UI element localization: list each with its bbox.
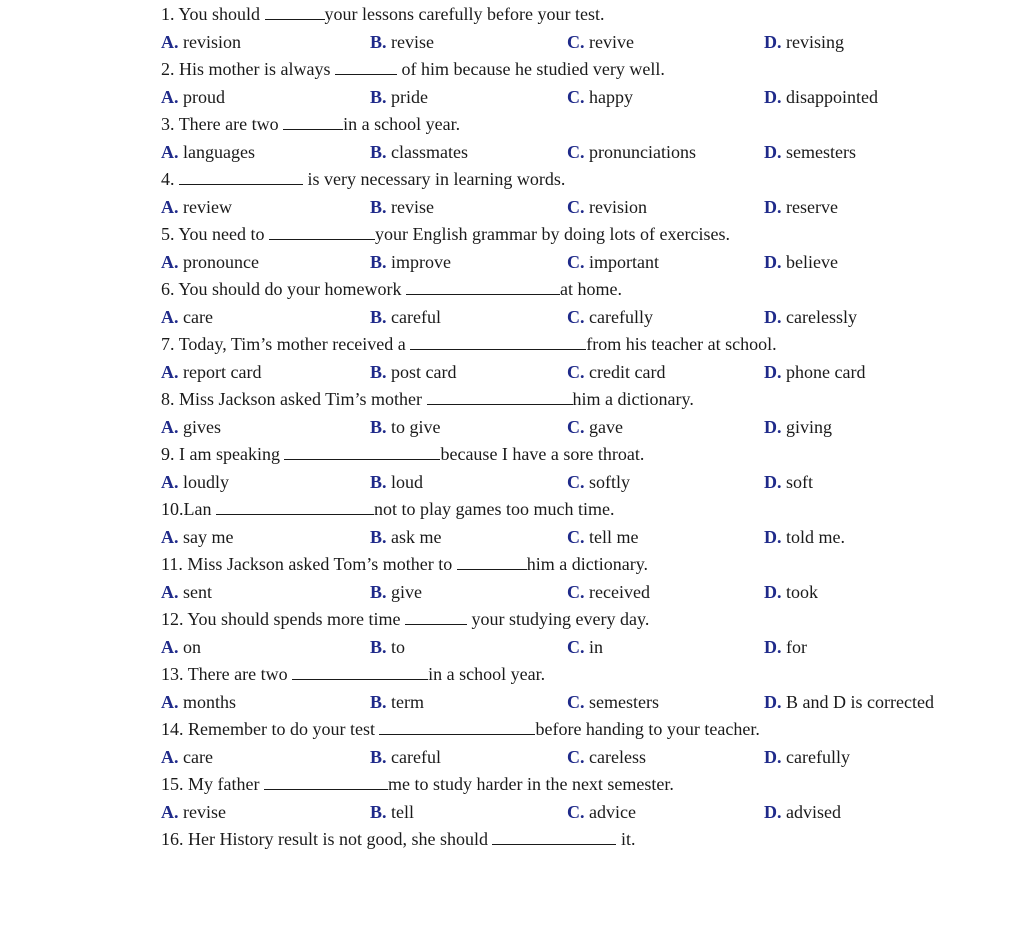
answer-blank xyxy=(284,442,440,460)
option-text: disappointed xyxy=(781,86,878,107)
option-text: giving xyxy=(781,416,833,437)
option-letter: D. xyxy=(764,306,782,327)
option-text: reserve xyxy=(781,196,838,217)
question-number: 15. xyxy=(161,774,184,794)
option-letter: D. xyxy=(764,471,782,492)
option-text: advised xyxy=(781,801,841,822)
question-text-after: your English grammar by doing lots of exercises. xyxy=(375,224,730,244)
option-b xyxy=(370,744,441,772)
question-text-before: Remember to do your test xyxy=(188,719,375,739)
option-letter: A. xyxy=(161,801,179,822)
question-number: 9. xyxy=(161,444,175,464)
option-letter: C. xyxy=(567,746,585,767)
option-letter: D. xyxy=(764,251,782,272)
option-a xyxy=(161,799,226,827)
option-d xyxy=(764,579,818,607)
option-d xyxy=(764,304,857,332)
option-a xyxy=(161,29,241,57)
option-text: improve xyxy=(386,251,452,272)
answer-blank xyxy=(216,497,374,515)
option-b xyxy=(370,524,442,552)
question-text-before: Lan xyxy=(183,499,212,519)
option-letter: B. xyxy=(370,636,387,657)
question-text-after: not to play games too much time. xyxy=(373,499,615,519)
option-letter: D. xyxy=(764,691,782,712)
option-text: semesters xyxy=(781,141,856,162)
option-letter: A. xyxy=(161,416,179,437)
option-b xyxy=(370,249,451,277)
answer-blank xyxy=(457,552,527,570)
question-15 xyxy=(161,771,991,799)
question-number: 4. xyxy=(161,169,175,189)
question-number: 14. xyxy=(161,719,184,739)
options-row xyxy=(161,84,991,112)
question-1 xyxy=(161,1,991,29)
option-text: careless xyxy=(584,746,646,767)
option-letter: C. xyxy=(567,306,585,327)
option-letter: B. xyxy=(370,801,387,822)
question-text-before: You need to xyxy=(178,224,265,244)
answer-blank xyxy=(265,2,325,20)
option-a xyxy=(161,359,261,387)
option-letter: C. xyxy=(567,636,585,657)
option-text: revive xyxy=(584,31,634,52)
option-letter: D. xyxy=(764,361,782,382)
question-text-after: it. xyxy=(616,829,636,849)
option-text: loudly xyxy=(178,471,230,492)
question-text-before: Miss Jackson asked Tom’s mother to xyxy=(187,554,453,574)
options-row xyxy=(161,194,991,222)
option-letter: D. xyxy=(764,801,782,822)
answer-blank xyxy=(379,717,535,735)
option-a xyxy=(161,634,201,662)
option-letter: D. xyxy=(764,86,782,107)
option-letter: B. xyxy=(370,141,387,162)
option-c xyxy=(567,634,603,662)
option-c xyxy=(567,29,634,57)
option-letter: B. xyxy=(370,746,387,767)
question-text-after: because I have a sore throat. xyxy=(440,444,645,464)
question-text-before: I am speaking xyxy=(179,444,280,464)
option-a xyxy=(161,84,225,112)
option-text: revision xyxy=(584,196,647,217)
question-14 xyxy=(161,716,991,744)
option-letter: A. xyxy=(161,471,179,492)
option-letter: B. xyxy=(370,86,387,107)
option-letter: C. xyxy=(567,361,585,382)
option-a xyxy=(161,139,255,167)
option-text: post card xyxy=(386,361,457,382)
option-text: to xyxy=(386,636,406,657)
question-number: 2. xyxy=(161,59,175,79)
option-letter: D. xyxy=(764,581,782,602)
option-letter: C. xyxy=(567,691,585,712)
answer-blank xyxy=(269,222,375,240)
question-13 xyxy=(161,661,991,689)
option-letter: D. xyxy=(764,636,782,657)
question-11 xyxy=(161,551,991,579)
option-letter: B. xyxy=(370,31,387,52)
option-a xyxy=(161,469,229,497)
question-7 xyxy=(161,331,991,359)
option-text: pride xyxy=(386,86,428,107)
option-d xyxy=(764,84,878,112)
option-b xyxy=(370,689,424,717)
option-a xyxy=(161,579,212,607)
answer-blank xyxy=(264,772,388,790)
question-10 xyxy=(161,496,991,524)
options-row xyxy=(161,469,991,497)
option-d xyxy=(764,194,838,222)
option-text: languages xyxy=(178,141,255,162)
options-row xyxy=(161,744,991,772)
options-row xyxy=(161,634,991,662)
option-d xyxy=(764,469,813,497)
option-d xyxy=(764,139,856,167)
option-letter: B. xyxy=(370,196,387,217)
option-a xyxy=(161,744,213,772)
option-letter: A. xyxy=(161,691,179,712)
option-text: sent xyxy=(178,581,212,602)
question-number: 10. xyxy=(161,499,184,519)
option-c xyxy=(567,579,650,607)
options-row xyxy=(161,359,991,387)
question-5 xyxy=(161,221,991,249)
option-b xyxy=(370,194,434,222)
option-b xyxy=(370,139,468,167)
option-d xyxy=(764,524,845,552)
option-letter: A. xyxy=(161,361,179,382)
option-text: loud xyxy=(386,471,424,492)
option-letter: A. xyxy=(161,31,179,52)
option-c xyxy=(567,304,653,332)
option-c xyxy=(567,689,659,717)
option-a xyxy=(161,414,221,442)
option-text: received xyxy=(584,581,650,602)
option-letter: C. xyxy=(567,526,585,547)
answer-blank xyxy=(405,607,467,625)
option-c xyxy=(567,469,630,497)
question-text-after: me to study harder in the next semester. xyxy=(387,774,674,794)
option-a xyxy=(161,194,232,222)
options-row xyxy=(161,249,991,277)
option-text: care xyxy=(178,306,213,327)
option-text: report card xyxy=(178,361,262,382)
question-text-after: your lessons carefully before your test. xyxy=(324,4,605,24)
answer-blank xyxy=(283,112,343,130)
option-text: proud xyxy=(178,86,225,107)
question-text-before: Today, Tim’s mother received a xyxy=(178,334,406,354)
option-text: careful xyxy=(386,746,441,767)
option-text: careful xyxy=(386,306,441,327)
option-letter: C. xyxy=(567,416,585,437)
option-letter: D. xyxy=(764,526,782,547)
option-text: advice xyxy=(584,801,636,822)
question-number: 6. xyxy=(161,279,175,299)
option-c xyxy=(567,139,696,167)
option-letter: D. xyxy=(764,416,782,437)
question-number: 13. xyxy=(161,664,184,684)
option-letter: C. xyxy=(567,471,585,492)
option-letter: D. xyxy=(764,196,782,217)
option-text: revise xyxy=(386,196,434,217)
option-text: for xyxy=(781,636,807,657)
option-letter: C. xyxy=(567,86,585,107)
option-d xyxy=(764,799,841,827)
option-d xyxy=(764,249,838,277)
answer-blank xyxy=(427,387,573,405)
option-d xyxy=(764,29,844,57)
question-text-before: There are two xyxy=(187,664,288,684)
option-letter: B. xyxy=(370,471,387,492)
option-text: tell me xyxy=(584,526,639,547)
option-d xyxy=(764,744,850,772)
question-number: 3. xyxy=(161,114,175,134)
question-text-after: is very necessary in learning words. xyxy=(303,169,566,189)
option-text: revision xyxy=(178,31,241,52)
option-c xyxy=(567,524,638,552)
option-text: carefully xyxy=(584,306,653,327)
option-text: review xyxy=(178,196,232,217)
answer-blank xyxy=(335,57,397,75)
option-c xyxy=(567,359,665,387)
option-letter: A. xyxy=(161,526,179,547)
question-text-after: him a dictionary. xyxy=(572,389,694,409)
question-12 xyxy=(161,606,991,634)
option-text: gives xyxy=(178,416,221,437)
options-row xyxy=(161,29,991,57)
question-text-before: My father xyxy=(188,774,260,794)
option-text: carelessly xyxy=(781,306,857,327)
question-number: 1. xyxy=(161,4,175,24)
option-letter: C. xyxy=(567,801,585,822)
option-letter: A. xyxy=(161,141,179,162)
option-text: term xyxy=(386,691,425,712)
option-text: pronounce xyxy=(178,251,259,272)
option-a xyxy=(161,249,259,277)
option-a xyxy=(161,524,233,552)
option-a xyxy=(161,304,213,332)
option-text: happy xyxy=(584,86,633,107)
option-letter: C. xyxy=(567,251,585,272)
option-letter: B. xyxy=(370,306,387,327)
question-text-after: in a school year. xyxy=(428,664,546,684)
answer-blank xyxy=(406,277,560,295)
option-letter: B. xyxy=(370,416,387,437)
option-letter: A. xyxy=(161,636,179,657)
option-letter: C. xyxy=(567,581,585,602)
option-letter: B. xyxy=(370,251,387,272)
question-text-before: His mother is always xyxy=(179,59,331,79)
option-text: took xyxy=(781,581,819,602)
option-c xyxy=(567,194,647,222)
option-c xyxy=(567,414,623,442)
option-letter: B. xyxy=(370,691,387,712)
question-6 xyxy=(161,276,991,304)
answer-blank xyxy=(492,827,616,845)
option-text: pronunciations xyxy=(584,141,696,162)
option-text: months xyxy=(178,691,237,712)
option-letter: D. xyxy=(764,141,782,162)
question-16 xyxy=(161,826,991,854)
option-b xyxy=(370,579,422,607)
option-letter: C. xyxy=(567,141,585,162)
question-text-before: You should do your homework xyxy=(178,279,402,299)
option-c xyxy=(567,249,659,277)
option-letter: C. xyxy=(567,196,585,217)
option-letter: D. xyxy=(764,31,782,52)
option-letter: A. xyxy=(161,196,179,217)
option-text: gave xyxy=(584,416,623,437)
option-text: important xyxy=(584,251,659,272)
answer-blank xyxy=(292,662,428,680)
question-number: 11. xyxy=(161,554,183,574)
question-number: 5. xyxy=(161,224,175,244)
exercise-sheet xyxy=(161,1,991,854)
option-b xyxy=(370,359,457,387)
option-b xyxy=(370,304,441,332)
option-text: classmates xyxy=(386,141,468,162)
option-b xyxy=(370,29,434,57)
answer-blank xyxy=(179,167,303,185)
option-text: tell xyxy=(386,801,415,822)
question-number: 7. xyxy=(161,334,175,354)
option-text: care xyxy=(178,746,213,767)
option-c xyxy=(567,799,636,827)
question-text-before: Her History result is not good, she should xyxy=(188,829,488,849)
answer-blank xyxy=(410,332,586,350)
question-number: 12. xyxy=(161,609,184,629)
option-text: credit card xyxy=(584,361,666,382)
question-text-after: from his teacher at school. xyxy=(586,334,777,354)
option-text: believe xyxy=(781,251,838,272)
option-letter: B. xyxy=(370,526,387,547)
question-text-after: at home. xyxy=(560,279,623,299)
options-row xyxy=(161,304,991,332)
option-d xyxy=(764,634,807,662)
option-text: soft xyxy=(781,471,813,492)
option-text: revise xyxy=(386,31,434,52)
options-row xyxy=(161,524,991,552)
option-text: say me xyxy=(178,526,234,547)
option-letter: D. xyxy=(764,746,782,767)
option-text: to give xyxy=(386,416,441,437)
option-text: semesters xyxy=(584,691,659,712)
option-letter: A. xyxy=(161,86,179,107)
question-4 xyxy=(161,166,991,194)
option-letter: A. xyxy=(161,306,179,327)
option-d xyxy=(764,689,934,717)
option-text: B and D is corrected xyxy=(781,691,934,712)
option-text: revising xyxy=(781,31,844,52)
options-row xyxy=(161,689,991,717)
options-row xyxy=(161,414,991,442)
option-c xyxy=(567,84,633,112)
option-letter: B. xyxy=(370,581,387,602)
option-d xyxy=(764,359,865,387)
question-text-before: Miss Jackson asked Tim’s mother xyxy=(179,389,423,409)
option-a xyxy=(161,689,236,717)
option-text: carefully xyxy=(781,746,850,767)
option-c xyxy=(567,744,646,772)
option-b xyxy=(370,799,414,827)
question-9 xyxy=(161,441,991,469)
question-text-after: your studying every day. xyxy=(467,609,650,629)
question-8 xyxy=(161,386,991,414)
question-text-after: before handing to your teacher. xyxy=(535,719,760,739)
option-b xyxy=(370,634,405,662)
question-number: 16. xyxy=(161,829,184,849)
question-text-after: of him because he studied very well. xyxy=(396,59,665,79)
option-text: ask me xyxy=(386,526,442,547)
option-b xyxy=(370,414,441,442)
options-row xyxy=(161,579,991,607)
question-text-before: You should xyxy=(178,4,261,24)
option-text: softly xyxy=(584,471,631,492)
option-text: revise xyxy=(178,801,226,822)
options-row xyxy=(161,799,991,827)
option-letter: C. xyxy=(567,31,585,52)
option-b xyxy=(370,469,423,497)
option-letter: A. xyxy=(161,581,179,602)
question-text-before: There are two xyxy=(178,114,279,134)
option-text: on xyxy=(178,636,201,657)
option-text: give xyxy=(386,581,423,602)
question-text-after: in a school year. xyxy=(343,114,461,134)
question-2 xyxy=(161,56,991,84)
option-letter: A. xyxy=(161,746,179,767)
question-text-after: him a dictionary. xyxy=(526,554,649,574)
option-text: told me. xyxy=(781,526,845,547)
question-3 xyxy=(161,111,991,139)
option-d xyxy=(764,414,832,442)
option-b xyxy=(370,84,428,112)
options-row xyxy=(161,139,991,167)
question-number: 8. xyxy=(161,389,175,409)
option-text: phone card xyxy=(781,361,866,382)
question-text-before: You should spends more time xyxy=(187,609,401,629)
option-letter: A. xyxy=(161,251,179,272)
option-letter: B. xyxy=(370,361,387,382)
option-text: in xyxy=(584,636,604,657)
